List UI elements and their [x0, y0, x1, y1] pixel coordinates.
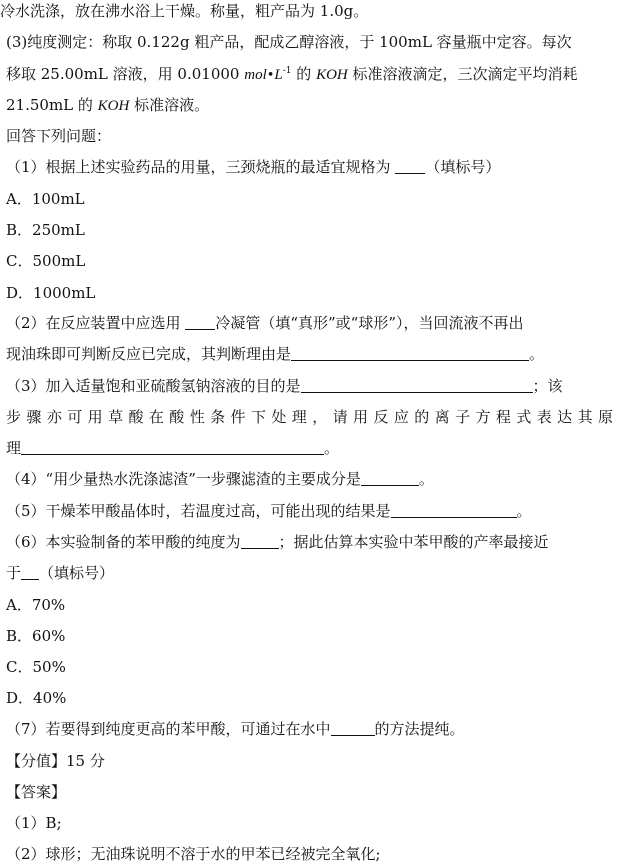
text-line [6, 64, 613, 86]
question-2 [6, 313, 613, 333]
question-3 [6, 376, 613, 396]
question-text: 。 [324, 439, 340, 457]
question-text: 于 [6, 564, 22, 582]
answer-blank[interactable] [391, 501, 517, 518]
text-segment: 标准溶液滴定，三次滴定平均消耗 [347, 65, 578, 83]
answer-1: （1）B; [6, 814, 62, 832]
question-text: 理 [6, 439, 22, 457]
question-text: （7）若要得到纯度更高的苯甲酸，可通过在水中 [6, 720, 331, 738]
answer-blank[interactable] [21, 438, 324, 455]
text-segment: 21.50mL 的 [6, 96, 98, 114]
answer-blank[interactable] [301, 376, 533, 393]
answer-2: （2）球形；无油珠说明不溶于水的甲苯已经被完全氧化; [6, 845, 381, 863]
answer-blank[interactable] [361, 469, 419, 486]
question-7 [6, 719, 613, 739]
question-text: （4）“用少量热水洗涤滤渣”一步骤滤渣的主要成分是 [6, 470, 361, 488]
text-segment: 移取 25.00mL 溶液，用 0.01000 [6, 65, 245, 83]
text-line: 冷水洗涤，放在沸水浴上干燥。称量，粗产品为 1.0g。 [0, 2, 369, 20]
question-text: ；据此估算本实验中苯甲酸的产率最接近 [278, 533, 549, 551]
question-text: （3）加入适量饱和亚硫酸氢钠溶液的目的是 [6, 377, 301, 395]
option: B．60% [6, 627, 66, 645]
text-line: (3)纯度测定：称取 0.122g 粗产品，配成乙醇溶液，于 100mL 容量瓶中定容。每次 [6, 33, 572, 51]
question-text: 。 [418, 470, 434, 488]
text-segment: 的 [291, 65, 317, 83]
answer-blank[interactable] [21, 563, 39, 580]
text-line [6, 95, 613, 116]
question-text: 。 [529, 345, 545, 363]
unit-exponent: -1 [282, 66, 292, 76]
question-1 [6, 157, 613, 177]
question-3-cont [6, 438, 613, 458]
option: D．40% [6, 689, 67, 707]
option: C．50% [6, 658, 66, 676]
question-3-cont: 步骤亦可用草酸在酸性条件下处理，请用反应的离子方程式表达其原 [6, 408, 613, 426]
answer-blank[interactable] [331, 719, 375, 736]
unit-dot: • [266, 68, 275, 83]
question-text: 。 [516, 502, 532, 520]
question-2-cont [6, 344, 613, 364]
question-text: （5）干燥苯甲酸晶体时，若温度过高，可能出现的结果是 [6, 502, 391, 520]
question-text: （填标号） [39, 564, 115, 582]
score-line: 【分值】15 分 [6, 752, 105, 770]
question-text: （1）根据上述实验药品的用量，三颈烧瓶的最适宜规格为 [6, 158, 396, 176]
unit-mol: mol [244, 67, 267, 83]
question-text: （2）在反应装置中应选用 [6, 314, 186, 332]
question-text: ；该 [532, 377, 563, 395]
text-line: 回答下列问题： [6, 127, 112, 145]
option: A．100mL [6, 190, 85, 208]
question-text: 的方法提纯。 [374, 720, 465, 738]
question-text: （6）本实验制备的苯甲酸的纯度为 [6, 533, 241, 551]
option: C．500mL [6, 252, 86, 270]
unit-l: L [274, 67, 283, 83]
answer-blank[interactable] [241, 532, 279, 549]
answer-blank[interactable] [291, 344, 529, 361]
text-segment: 标准溶液。 [129, 96, 210, 114]
option: D．1000mL [6, 284, 96, 302]
question-text: 现油珠即可判断反应已完成，其判断理由是 [6, 345, 292, 363]
option: B．250mL [6, 221, 85, 239]
question-text: 冷凝管（填“真形”或“球形”），当回流液不再出 [215, 314, 524, 332]
question-6 [6, 532, 613, 552]
answer-blank[interactable] [395, 157, 425, 174]
question-text: （填标号） [425, 158, 501, 176]
question-5 [6, 501, 613, 521]
answer-blank[interactable] [185, 313, 215, 330]
option: A．70% [6, 596, 66, 614]
question-4 [6, 469, 613, 489]
formula-koh: KOH [316, 67, 348, 83]
question-6-cont [6, 563, 613, 583]
answer-heading: 【答案】 [6, 783, 67, 801]
formula-koh: KOH [97, 98, 130, 114]
